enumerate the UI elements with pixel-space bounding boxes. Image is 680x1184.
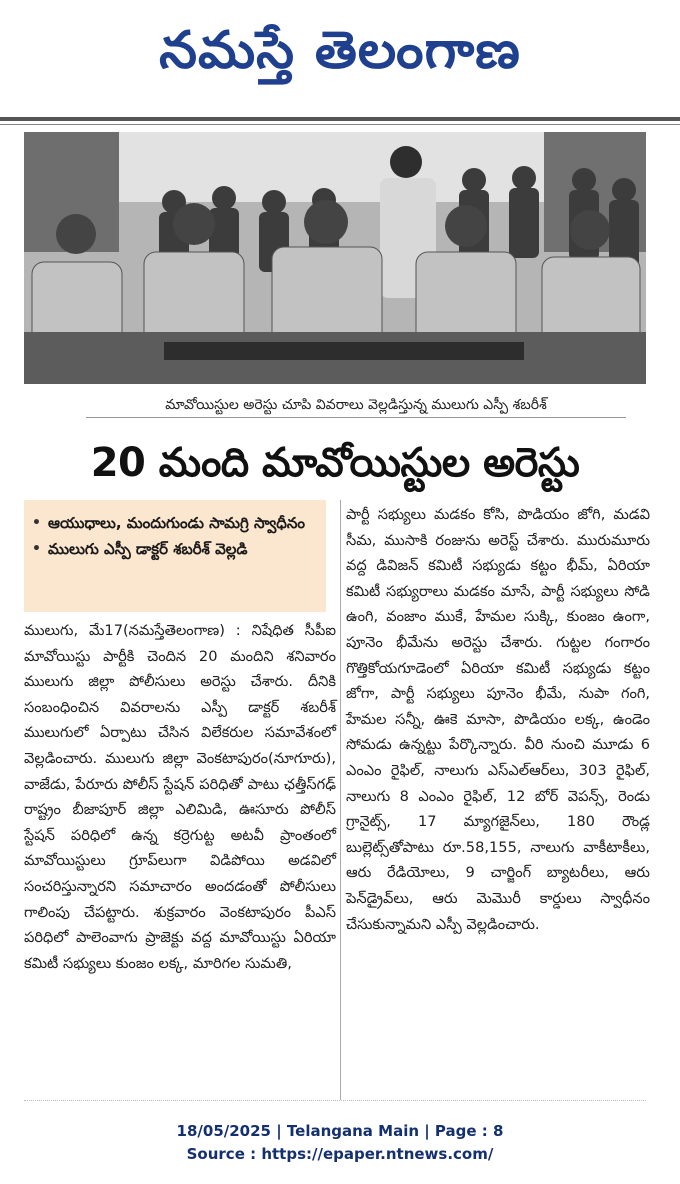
bottom-divider bbox=[24, 1100, 646, 1101]
news-photo bbox=[24, 132, 646, 384]
newspaper-logo: నమస్తే తెలంగాణ bbox=[159, 19, 521, 80]
bullet-icon: • bbox=[32, 541, 41, 557]
bullet-icon: • bbox=[32, 515, 41, 531]
edition-info: 18/05/2025 | Telangana Main | Page : 8 bbox=[176, 1122, 504, 1140]
source-link[interactable]: Source : https://epaper.ntnews.com/ bbox=[186, 1145, 494, 1163]
column-divider bbox=[340, 500, 341, 1100]
article-headline: 20 మంది మావోయిస్టుల అరెస్టు bbox=[90, 440, 580, 486]
press-conference-photo bbox=[24, 132, 646, 384]
photo-caption: మావోయిస్టుల అరెస్టు చూపి వివరాలు వెల్లడిస్తున్న ములుగు ఎస్పీ శబరీశ్ bbox=[86, 392, 626, 418]
article-body-right: పార్టీ సభ్యులు మడకం కోసి, పొడియం జోగి, మడవి సీమ, ముసాకి రంజును అరెస్ట్ చేశారు. మురుమూరు వద్ద డివిజన్ కమిటీ సభ్యుడు కట్టం భీమ్, ఏరియా కమిటీ సభ్యురాలు మడకం మాసే, పార్టీ సభ్యులు సోడి ఉంగి, వంజాం ముకే, హేమల సుక్కి, కుంజం ఉంగా, పూనెం భీమేను అరెస్టు చేశారు. గుట్టల గంగారం గొత్తికోయగూడెంలో ఏరియా కమిటీ సభ్యుడు కట్టం జోగా, పార్టీ సభ్యులు పూనెం భీమే, నుపా గంగి, హేమల సన్నీ, ఊకె మాసా, పొడియం లక్క, ఉండెం సోమడు ఉన్నట్టు పేర్కొన్నారు. వీరి నుంచి మూడు 6 ఎంఎం రైఫిల్, నాలుగు ఎస్ఎల్ఆర్‌లు, 303 రైఫిల్, నాలుగు 8 ఎంఎం రైఫిల్, 12 బోర్ వెపన్స్, రెండు గ్రానైట్స్, 17 మ్యాగజైన్‌లు, 180 రౌండ్ల బుల్లెట్స్‌తోపాటు రూ.58,155, నాలుగు వాకీటాకీలు, ఆరు రేడియోలు, 9 చార్జింగ్ బ్యాటరీలు, ఆరు పెన్‌డ్రైవ్‌లు, ఆరు మెమొరీ కార్డులు స్వాధీనం చేసుకున్నామని ఎస్పీ వెల్లడించారు. bbox=[346, 506, 650, 933]
dateline: ములుగు, మే17(నమస్తేతెలంగాణ) : bbox=[24, 622, 241, 639]
masthead-divider bbox=[0, 117, 680, 121]
highlight-item: • ములుగు ఎస్పీ డాక్టర్ శబరీశ్ వెల్లడి bbox=[32, 536, 318, 562]
article-body-left: నిషేధిత సీపీఐ మావోయిస్టు పార్టీకి చెందిన 20 మందిని శనివారం ములుగు జిల్లా పోలీసులు అరెస్టు చేశారు. దీనికి సంబంధించిన వివరాలను ఎస్పీ డాక్టర్ శబరీశ్ ములుగులో ఏర్పాటు చేసిన విలేకరుల సమావేశంలో వెల్లడించారు. ములుగు జిల్లా వెంకటాపురం(నూగూరు), వాజేడు, పేరూరు పోలీస్ స్టేషన్ పరిధితో పాటు ఛత్తీస్‌గఢ్ రాష్ట్రం బీజాపూర్ జిల్లా ఎలిమిడి, ఊసూరు పోలీస్ స్టేషన్ పరిధిలో ఉన్న కర్రెగుట్ట అటవీ ప్రాంతంలో మావోయిస్టులు గ్రూప్‌లుగా విడిపోయి అడవిలో సంచరిస్తున్నారని సమాచారం అందడంతో పోలీసులు గాలింపు చేపట్టారు. శుక్రవారం వెంకటాపురం పీఎస్ పరిధిలో పాలెంవాగు ప్రాజెక్టు వద్ద మావోయిస్టు ఏరియా కమిటీ సభ్యులు కుంజం లక్క, మారిగల సుమతి, bbox=[24, 622, 336, 972]
masthead-divider-thin bbox=[0, 124, 680, 125]
highlights-box bbox=[24, 500, 326, 612]
highlight-item: • ఆయుధాలు, మందుగుండు సామగ్రి స్వాధీనం bbox=[32, 510, 318, 536]
article-column-right bbox=[346, 502, 650, 1102]
masthead bbox=[0, 0, 680, 112]
article-column-left bbox=[24, 618, 336, 1118]
